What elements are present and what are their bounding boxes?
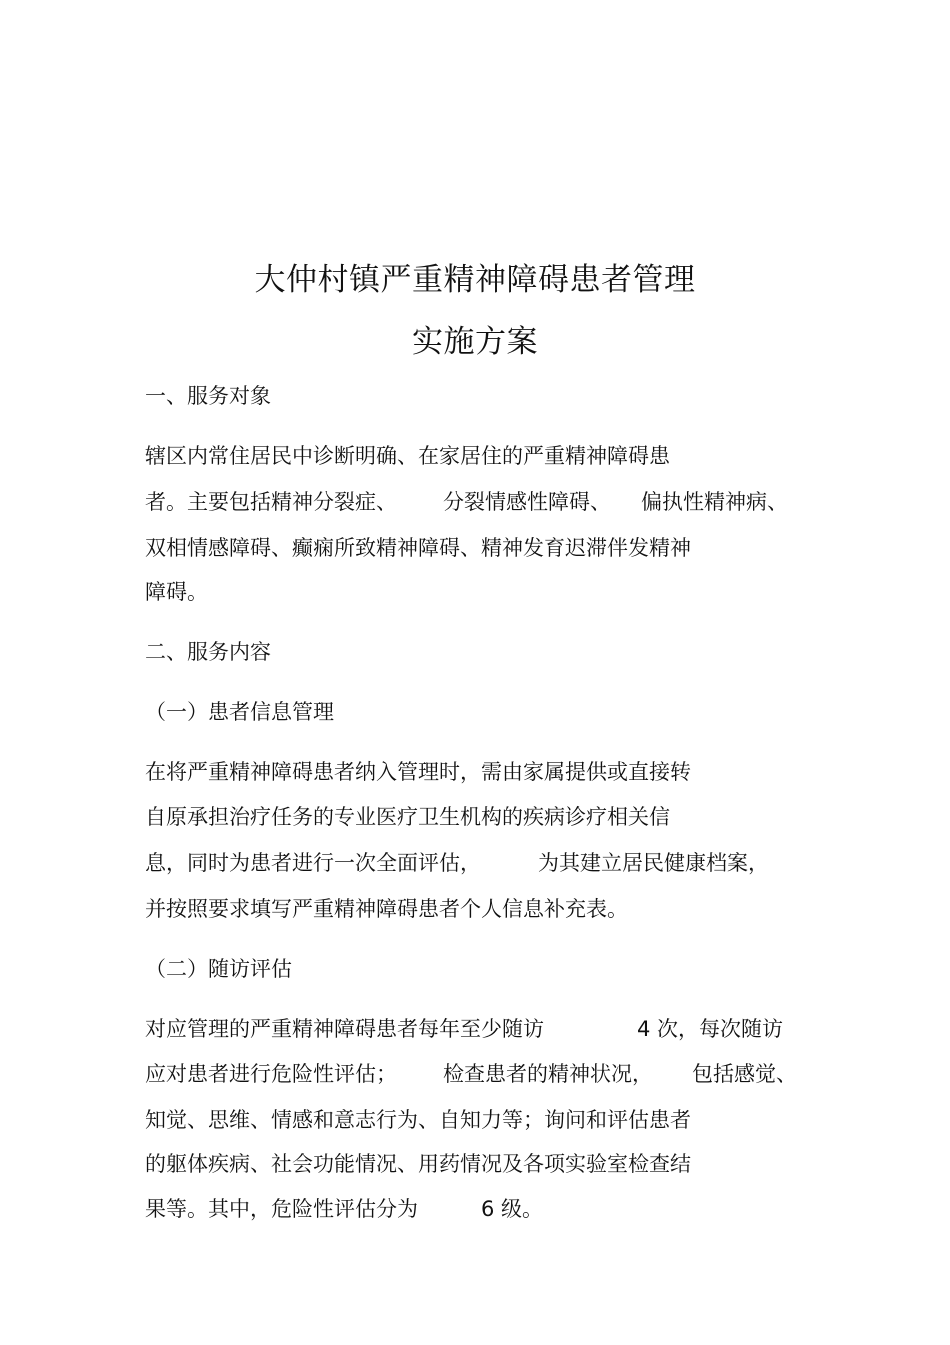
text-segment: 偏执性精神病、 (641, 490, 788, 514)
text-segment: 4 次，每次随访 (637, 1017, 784, 1041)
paragraph-line (145, 488, 805, 516)
paragraph-line (145, 1195, 745, 1223)
document-title-line2: 实施方案 (412, 324, 538, 360)
paragraph-line: 自原承担治疗任务的专业医疗卫生机构的疾病诊疗相关信 (145, 805, 670, 829)
text-segment: 应对患者进行危险性评估； (145, 1062, 397, 1086)
paragraph-line: 辖区内常住居民中诊断明确、在家居住的严重精神障碍患 (145, 444, 670, 468)
subsection-heading-follow-up: （二）随访评估 (145, 957, 292, 981)
text-segment: 为其建立居民健康档案， (538, 851, 769, 875)
document-title-line1: 大仲村镇严重精神障碍患者管理 (254, 262, 696, 298)
paragraph-line: 的躯体疾病、社会功能情况、用药情况及各项实验室检查结 (145, 1152, 691, 1176)
section-heading-service-content: 二、服务内容 (145, 640, 271, 664)
text-segment: 包括感觉、 (692, 1062, 797, 1086)
text-segment: 对应管理的严重精神障碍患者每年至少随访 (145, 1017, 544, 1041)
paragraph-line: 知觉、思维、情感和意志行为、自知力等；询问和评估患者 (145, 1108, 691, 1132)
paragraph-line: 并按照要求填写严重精神障碍患者个人信息补充表。 (145, 897, 628, 921)
paragraph-line (145, 849, 805, 877)
paragraph-line (145, 1015, 805, 1043)
section-heading-service-target: 一、服务对象 (145, 384, 271, 408)
paragraph-line: 双相情感障碍、癫痫所致精神障碍、精神发育迟滞伴发精神 (145, 536, 691, 560)
text-segment: 6 级。 (481, 1197, 544, 1221)
text-segment: 息，同时为患者进行一次全面评估， (145, 851, 481, 875)
subsection-heading-patient-info: （一）患者信息管理 (145, 700, 334, 724)
paragraph-line: 在将严重精神障碍患者纳入管理时，需由家属提供或直接转 (145, 760, 691, 784)
paragraph-line: 障碍。 (145, 580, 208, 604)
text-segment: 检查患者的精神状况， (443, 1062, 653, 1086)
text-segment: 果等。其中，危险性评估分为 (145, 1197, 418, 1221)
text-segment: 分裂情感性障碍、 (443, 490, 611, 514)
text-segment: 者。主要包括精神分裂症、 (145, 490, 397, 514)
paragraph-line (145, 1060, 805, 1088)
